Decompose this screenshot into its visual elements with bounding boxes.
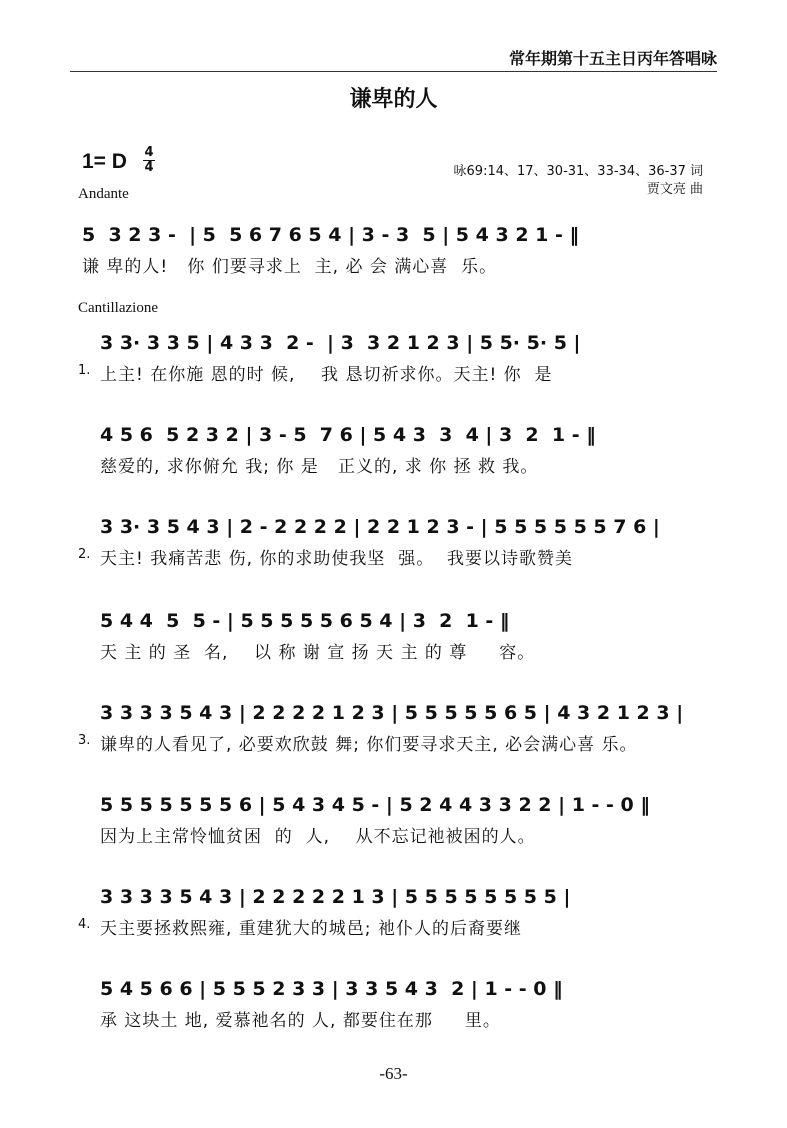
tempo-marking: Andante [78,186,129,202]
lyrics-line: 谦 卑的人! 你 们要寻求上 主, 必 会 满心喜 乐。 [82,256,498,277]
time-signature-top: 4 [144,145,154,160]
score-system [0,880,787,942]
page-number: -63- [379,1064,408,1083]
lyrics-line: 天主要拯救熙雍, 重建犹大的城邑; 祂仆人的后裔要继 [100,918,522,939]
notation-line: 5 4 5 6 6 | 5 5 5 2 3 3 | 3 3 5 4 3 2 | 1 - - 0 ‖ [100,978,563,1000]
notation-line: 3 3· 3 5 4 3 | 2 - 2 2 2 2 | 2 2 1 2 3 - | 5 5 5 5 5 5 7 6 | [100,516,660,538]
notation-line: 4 5 6 5 2 3 2 | 3 - 5 7 6 | 5 4 3 3 4 | 3 2 1 - ‖ [100,424,596,446]
score-system [0,418,787,480]
notation-line: 5 4 4 5 5 - | 5 5 5 5 5 6 5 4 | 3 2 1 - ‖ [100,610,510,632]
score-system [0,604,787,666]
notation-line: 3 3 3 3 5 4 3 | 2 2 2 2 2 1 3 | 5 5 5 5 5 5 5 5 | [100,886,571,908]
score-system [0,788,787,850]
score-system [0,510,787,572]
key-signature: 1= D [82,150,127,173]
lyrics-line: 因为上主常怜恤贫困 的 人, 从不忘记祂被困的人。 [100,826,536,847]
section-label: Cantillazione [78,300,158,316]
time-signature-bottom: 4 [144,160,154,175]
notation-line: 5 5 5 5 5 5 5 6 | 5 4 3 4 5 - | 5 2 4 4 3 3 2 2 | 1 - - 0 ‖ [100,794,650,816]
score-system [0,218,787,280]
time-signature [143,146,155,175]
lyrics-line: 上主! 在你施 恩的时 候, 我 恳切祈求你。天主! 你 是 [100,364,553,385]
lyrics-line: 承 这块土 地, 爱慕祂名的 人, 都要住在那 里。 [100,1010,501,1031]
credits [454,163,703,199]
header-rule [70,71,717,72]
lyrics-line: 谦卑的人看见了, 必要欢欣鼓 舞; 你们要寻求天主, 必会满心喜 乐。 [100,734,638,755]
notation-line: 5 3 2 3 - | 5 5 6 7 6 5 4 | 3 - 3 5 | 5 4 3 2 1 - ‖ [82,224,579,246]
verse-number: 1. [78,363,91,378]
song-title: 谦卑的人 [349,87,438,112]
score-system [0,972,787,1034]
score-system [0,696,787,758]
lyrics-line: 慈爱的, 求你俯允 我; 你 是 正义的, 求 你 拯 救 我。 [100,456,539,477]
music-credit: 贾文亮 曲 [646,182,703,197]
lyrics-line: 天主! 我痛苦悲 伤, 你的求助使我坚 强。 我要以诗歌赞美 [100,548,574,569]
verse-number: 3. [78,733,91,748]
notation-line: 3 3· 3 3 5 | 4 3 3 2 - | 3 3 2 1 2 3 | 5 5· 5· 5 | [100,332,581,354]
verse-number: 2. [78,547,91,562]
liturgy-header: 常年期第十五主日丙年答唱咏 [508,49,717,68]
lyrics-credit: 咏69:14、17、30-31、33-34、36-37 词 [453,164,703,179]
verse-number: 4. [78,917,91,932]
notation-line: 3 3 3 3 5 4 3 | 2 2 2 2 1 2 3 | 5 5 5 5 5 6 5 | 4 3 2 1 2 3 | [100,702,684,724]
lyrics-line: 天 主 的 圣 名, 以 称 谢 宣 扬 天 主 的 尊 容。 [100,642,536,663]
score-system [0,326,787,388]
